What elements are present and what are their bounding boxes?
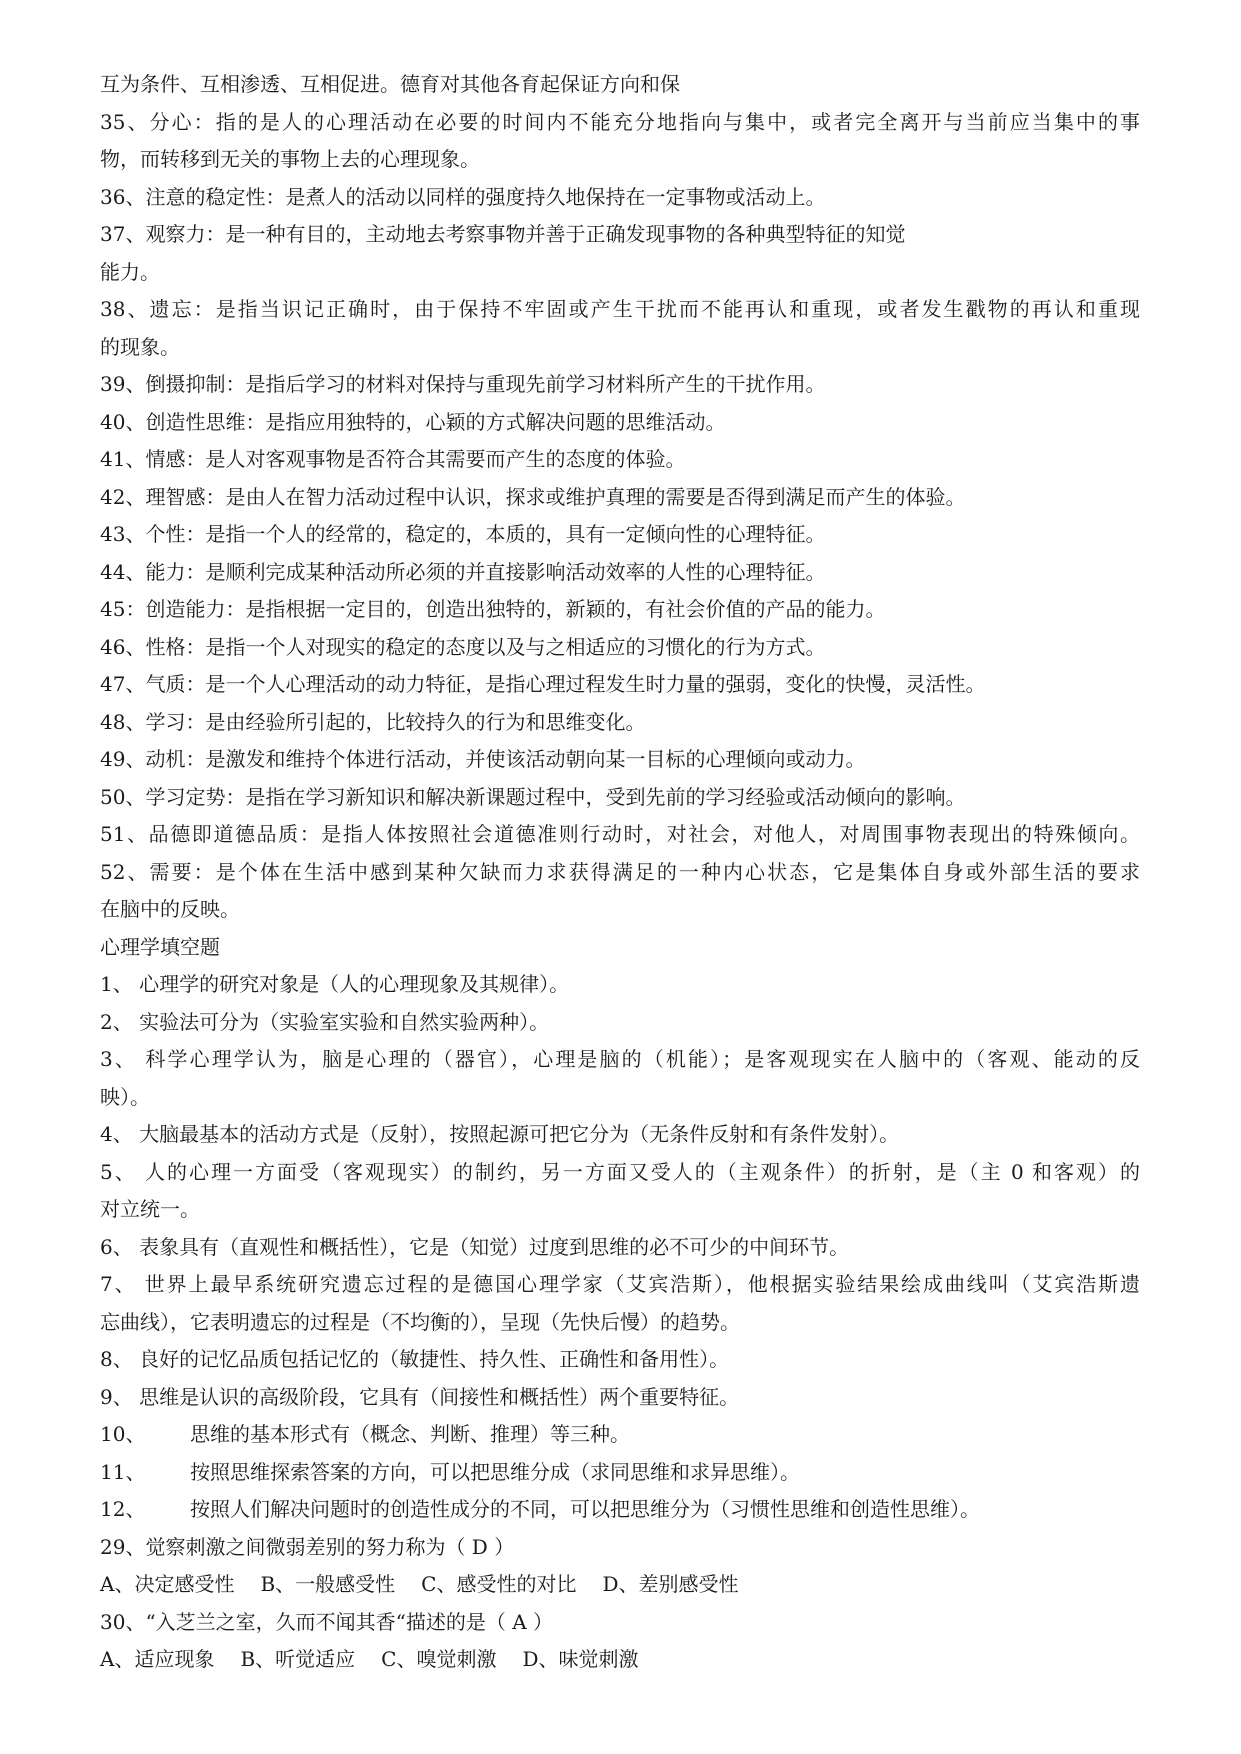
text-line: 44、能力：是顺利完成某种活动所必须的并直接影响活动效率的人性的心理特征。 [100, 559, 826, 584]
text-line: 对立统一。 [100, 1197, 200, 1221]
text-line: 47、气质：是一个人心理活动的动力特征，是指心理过程发生时力量的强弱，变化的快慢，灵活性。 [100, 672, 986, 696]
text-line: 38、遗忘：是指当识记正确时，由于保持不牢固或产生干扰而不能再认和重现，或者发生戳物的再认和重现 [100, 297, 1140, 321]
question-options [100, 1566, 1140, 1604]
text-line: 49、动机：是激发和维持个体进行活动，并使该活动朝向某一目标的心理倾向或动力。 [100, 747, 866, 771]
item-number: 11、 [100, 1459, 146, 1484]
text-line: 4、 大脑最基本的活动方式是（反射），按照起源可把它分为（无条件反射和有条件发射）。 [100, 1122, 900, 1146]
text-line: 45：创造能力：是指根据一定目的，创造出独特的，新颖的，有社会价值的产品的能力。 [100, 597, 886, 621]
text-line: 心理学填空题 [100, 934, 220, 959]
text-line: 52、需要：是个体在生活中感到某种欠缺而力求获得满足的一种内心状态，它是集体自身或外部生活的要求 [100, 859, 1140, 884]
multiple-choice-questions [100, 1529, 1140, 1679]
text-line: 5、 人的心理一方面受（客观现实）的制约，另一方面又受人的（主观条件）的折射，是（主 0 和客观）的 [100, 1159, 1140, 1184]
text-line: 8、 良好的记忆品质包括记忆的（敏捷性、持久性、正确性和备用性）。 [100, 1347, 730, 1371]
text-line: 39、倒摄抑制：是指后学习的材料对保持与重现先前学习材料所产生的干扰作用。 [100, 372, 826, 396]
text-line: 1、 心理学的研究对象是（人的心理现象及其规律）。 [100, 972, 570, 996]
question-stem: 29、觉察刺激之间微弱差别的努力称为（ D ） [100, 1534, 515, 1559]
option-item: B、听觉适应 [240, 1647, 356, 1671]
numbered-line [100, 1416, 1140, 1454]
question-options [100, 1641, 1140, 1679]
option-item: D、味觉刺激 [522, 1647, 639, 1671]
text-line: 48、学习：是由经验所引起的，比较持久的行为和思维变化。 [100, 709, 646, 734]
text-line: 35、分心：指的是人的心理活动在必要的时间内不能充分地指向与集中，或者完全离开与当前应当集中的事 [100, 109, 1140, 134]
text-line: 43、个性：是指一个人的经常的，稳定的，本质的，具有一定倾向性的心理特征。 [100, 522, 826, 546]
item-text: 按照思维探索答案的方向，可以把思维分成（求同思维和求异思维）。 [190, 1459, 800, 1484]
text-lines [100, 66, 1140, 1416]
text-line: 50、学习定势：是指在学习新知识和解决新课题过程中，受到先前的学习经验或活动倾向的影响。 [100, 784, 966, 809]
text-line: 映）。 [100, 1084, 150, 1109]
text-line: 忘曲线），它表明遗忘的过程是（不均衡的），呈现（先快后慢）的趋势。 [100, 1309, 740, 1334]
text-line: 7、 世界上最早系统研究遗忘过程的是德国心理学家（艾宾浩斯），他根据实验结果绘成曲线叫（艾宾浩斯遗 [100, 1272, 1140, 1296]
text-line: 37、观察力：是一种有目的，主动地去考察事物并善于正确发现事物的各种典型特征的知觉 [100, 222, 906, 246]
text-line: 物，而转移到无关的事物上去的心理现象。 [100, 147, 480, 171]
item-text: 按照人们解决问题时的创造性成分的不同，可以把思维分为（习惯性思维和创造性思维）。 [190, 1497, 980, 1521]
option-item: C、感受性的对比 [421, 1572, 577, 1596]
text-line: 在脑中的反映。 [100, 897, 240, 921]
text-line: 40、创造性思维：是指应用独特的，心颖的方式解决问题的思维活动。 [100, 409, 726, 434]
text-line: 6、 表象具有（直观性和概括性），它是（知觉）过度到思维的必不可少的中间环节。 [100, 1234, 850, 1259]
option-item: B、一般感受性 [260, 1572, 396, 1596]
item-number: 10、 [100, 1422, 146, 1446]
option-item: D、差别感受性 [602, 1572, 739, 1596]
text-line: 46、性格：是指一个人对现实的稳定的态度以及与之相适应的习惯化的行为方式。 [100, 634, 826, 659]
option-item: A、适应现象 [100, 1647, 215, 1671]
item-number: 12、 [100, 1497, 146, 1521]
text-line: 能力。 [100, 259, 160, 284]
text-line: 3、 科学心理学认为，脑是心理的（器官），心理是脑的（机能）；是客观现实在人脑中的（客观、能动的反 [100, 1047, 1140, 1071]
text-line: 42、理智感：是由人在智力活动过程中认识，探求或维护真理的需要是否得到满足而产生的体验。 [100, 484, 966, 509]
document-page [100, 66, 1140, 1679]
question-stem: 30、“入芝兰之室，久而不闻其香“描述的是（ A ） [100, 1609, 554, 1634]
numbered-line [100, 1454, 1140, 1492]
item-text: 思维的基本形式有（概念、判断、推理）等三种。 [190, 1422, 630, 1446]
text-line: 的现象。 [100, 334, 180, 359]
text-line: 互为条件、互相渗透、互相促进。德育对其他各育起保证方向和保 [100, 72, 680, 96]
text-line: 41、情感：是人对客观事物是否符合其需要而产生的态度的体验。 [100, 447, 686, 471]
option-item: A、决定感受性 [100, 1572, 235, 1596]
numbered-indented-lines [100, 1416, 1140, 1529]
text-line: 51、品德即道德品质：是指人体按照社会道德准则行动时，对社会，对他人，对周围事物表现出的特殊倾向。 [100, 822, 1140, 846]
text-line: 2、 实验法可分为（实验室实验和自然实验两种）。 [100, 1009, 550, 1034]
text-line: 36、注意的稳定性：是煮人的活动以同样的强度持久地保持在一定事物或活动上。 [100, 184, 826, 209]
numbered-line [100, 1491, 1140, 1529]
option-item: C、嗅觉刺激 [381, 1647, 497, 1671]
text-line: 9、 思维是认识的高级阶段，它具有（间接性和概括性）两个重要特征。 [100, 1384, 740, 1409]
